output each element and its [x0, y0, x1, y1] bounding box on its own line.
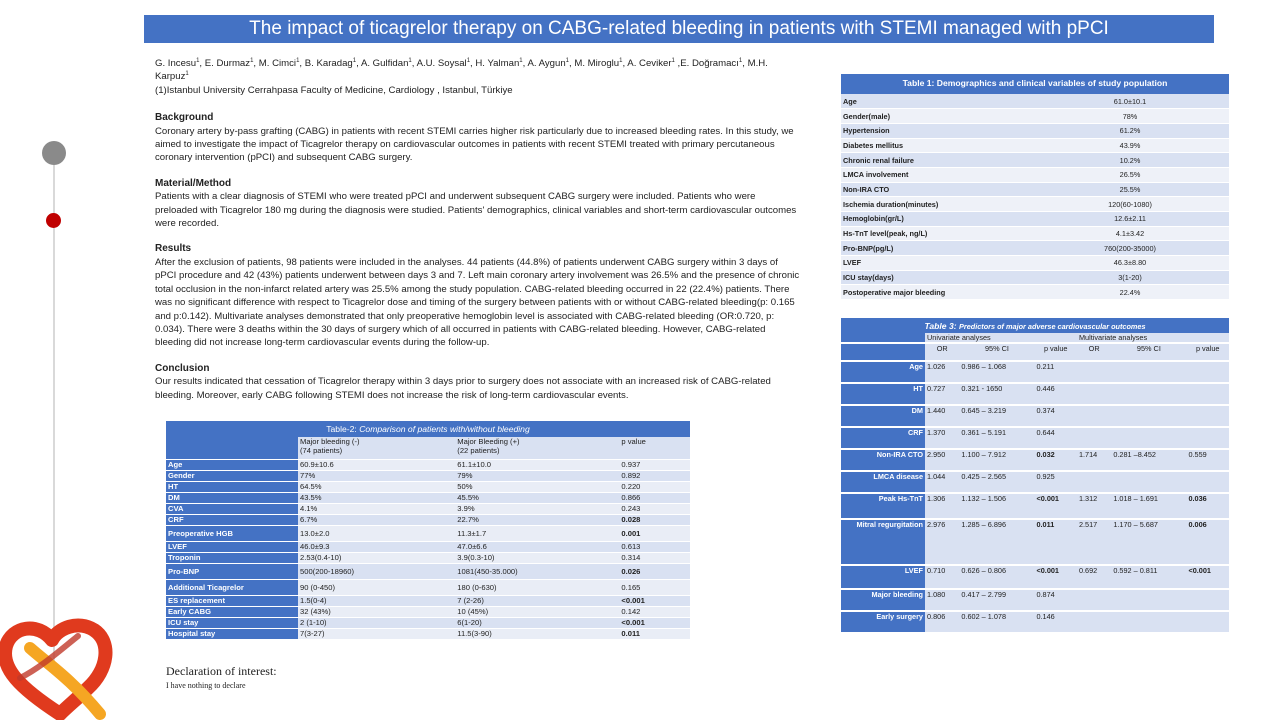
- table-3-cell-or-uni: 0.806: [925, 611, 959, 633]
- table-3-cell-ci-multi: 1.170 – 5.687: [1111, 519, 1186, 565]
- table-3-header-p-multi: p value: [1186, 343, 1229, 361]
- author-name: M. Cimci: [258, 58, 297, 69]
- table-1-row-label: Postoperative major bleeding: [841, 285, 1031, 300]
- table-3-row: [841, 589, 1229, 611]
- author-separator: ,: [569, 58, 575, 69]
- abstract-body: [155, 57, 800, 402]
- table-3-header-or-uni: OR: [925, 343, 959, 361]
- author-separator: ,: [522, 58, 528, 69]
- table-3-row: [841, 519, 1229, 565]
- table-1-row-label: ICU stay(days): [841, 270, 1031, 285]
- table-3-header-row: [841, 343, 1229, 361]
- table-3-header-ci-multi: 95% CI: [1111, 343, 1186, 361]
- heart-ribbon-logo: [0, 618, 120, 720]
- table-3-cell-ci-multi: [1111, 383, 1186, 405]
- table-2-bleeding-comparison: [166, 421, 690, 640]
- declaration-heading: Declaration of interest:: [166, 664, 277, 678]
- author-separator: ,: [742, 58, 748, 69]
- table-3-cell-or-multi: 0.692: [1077, 565, 1111, 589]
- table-2-cell-pvalue: 0.011: [619, 628, 690, 639]
- author-name: E. Durmaz: [204, 58, 251, 69]
- table-3-cell-ci-multi: 1.018 – 1.691: [1111, 493, 1186, 519]
- table-1-row-value: 4.1±3.42: [1031, 226, 1229, 241]
- author-name: A. Ceviker: [627, 58, 672, 69]
- table-1-row-value: 22.4%: [1031, 285, 1229, 300]
- table-1-row-value: 120(60-1080): [1031, 197, 1229, 212]
- table-2-cell-pvalue: 0.001: [619, 525, 690, 541]
- author-separator: ,: [356, 58, 361, 69]
- table-3-cell-ci-multi: [1111, 361, 1186, 383]
- table-3-row: [841, 449, 1229, 471]
- table-3-cell-p-uni: 0.211: [1034, 361, 1077, 383]
- author-name: A. Aygun: [527, 58, 566, 69]
- table-1-row: [841, 256, 1229, 271]
- red-circle-marker: [46, 213, 61, 228]
- table-3-cell-ci-multi: 0.592 – 0.811: [1111, 565, 1186, 589]
- author-affiliation-mark: 1: [519, 57, 523, 64]
- table-3-cell-ci-multi: [1111, 611, 1186, 633]
- table-1-row-label: Ischemia duration(minutes): [841, 197, 1031, 212]
- author-affiliation-mark: 1: [296, 57, 300, 64]
- table-2-row-label: Age: [166, 459, 298, 470]
- table-2-caption: [166, 421, 690, 437]
- table-1-row: [841, 270, 1229, 285]
- table-3-cell-ci-uni: 1.100 – 7.912: [959, 449, 1034, 471]
- table-3-cell-or-uni: 0.727: [925, 383, 959, 405]
- table-3-row-label: Mitral regurgitation: [841, 519, 925, 565]
- table-2-cell-no-bleeding: 13.0±2.0: [298, 525, 455, 541]
- table-2-row-label: LVEF: [166, 541, 298, 552]
- table-3-cell-or-uni: 1.080: [925, 589, 959, 611]
- author-separator: ,: [253, 58, 259, 69]
- table-3-row-label: Peak Hs-TnT: [841, 493, 925, 519]
- table-2-cell-pvalue: <0.001: [619, 595, 690, 606]
- table-2-cell-pvalue: 0.866: [619, 492, 690, 503]
- table-2-cell-pvalue: 0.165: [619, 579, 690, 595]
- table-3-cell-p-multi: [1186, 361, 1229, 383]
- table-3-cell-p-multi: [1186, 471, 1229, 493]
- table-3-row: [841, 471, 1229, 493]
- table-3-header-p-uni: p value: [1034, 343, 1077, 361]
- table-3-header-or-multi: OR: [1077, 343, 1111, 361]
- author-affiliation-mark: 1: [738, 57, 743, 64]
- table-3-cell-or-multi: [1077, 611, 1111, 633]
- table-2-cell-pvalue: <0.001: [619, 617, 690, 628]
- table-1-row-value: 12.6±2.11: [1031, 212, 1229, 227]
- table-2-row: [166, 514, 690, 525]
- table-2-cell-no-bleeding: 2.53(0.4-10): [298, 552, 455, 563]
- declaration: [166, 664, 277, 690]
- table-2-row-label: ES replacement: [166, 595, 298, 606]
- table-1-caption: Table 1: Demographics and clinical variables of study population: [841, 74, 1229, 94]
- table-2-row: [166, 459, 690, 470]
- table-2-row: [166, 563, 690, 579]
- author-affiliation-mark: 1: [619, 57, 623, 64]
- table-2-cell-pvalue: 0.026: [619, 563, 690, 579]
- author-affiliation-mark: 1: [250, 57, 254, 64]
- author-affiliation-mark: 1: [196, 57, 200, 64]
- table-3-cell-or-multi: [1077, 471, 1111, 493]
- table-2-cell-bleeding: 7 (2-26): [455, 595, 619, 606]
- table-3-cell-or-uni: 0.710: [925, 565, 959, 589]
- table-3-cell-ci-uni: 0.645 – 3.219: [959, 405, 1034, 427]
- table-3-cell-p-multi: [1186, 589, 1229, 611]
- table-3-cell-ci-uni: 1.132 – 1.506: [959, 493, 1034, 519]
- table-3-cell-ci-uni: 1.285 – 6.896: [959, 519, 1034, 565]
- table-3-cell-or-multi: [1077, 405, 1111, 427]
- table-2-header-blank: [166, 437, 298, 459]
- table-3-row-label: HT: [841, 383, 925, 405]
- table-3-cell-or-uni: 1.440: [925, 405, 959, 427]
- author-name: E. Doğramacı: [680, 58, 739, 69]
- table-1-row: [841, 285, 1229, 300]
- table-3-cell-ci-uni: 0.417 – 2.799: [959, 589, 1034, 611]
- table-3-row-label: DM: [841, 405, 925, 427]
- table-2-cell-no-bleeding: 60.9±10.6: [298, 459, 455, 470]
- table-3-row-label: Early surgery: [841, 611, 925, 633]
- table-1-row: [841, 226, 1229, 241]
- table-1-row-value: 61.2%: [1031, 123, 1229, 138]
- table-2-cell-bleeding: 79%: [455, 470, 619, 481]
- table-2-row-label: Hospital stay: [166, 628, 298, 639]
- table-2-row-label: CRF: [166, 514, 298, 525]
- table-2-row: [166, 606, 690, 617]
- table-3-row-label: LMCA disease: [841, 471, 925, 493]
- table-3-cell-or-uni: 2.950: [925, 449, 959, 471]
- table-3-row-label: LVEF: [841, 565, 925, 589]
- table-1-row-label: Age: [841, 94, 1031, 109]
- table-3-cell-ci-multi: [1111, 589, 1186, 611]
- table-2-row-label: Troponin: [166, 552, 298, 563]
- table-3-row-label: Major bleeding: [841, 589, 925, 611]
- table-3-cell-p-multi: [1186, 427, 1229, 449]
- table-2-cell-bleeding: 45.5%: [455, 492, 619, 503]
- table-2-cell-no-bleeding: 7(3-27): [298, 628, 455, 639]
- table-2-row-label: Early CABG: [166, 606, 298, 617]
- table-3-cell-p-uni: <0.001: [1034, 493, 1077, 519]
- author-name: A. Gulfidan: [360, 58, 409, 69]
- table-2-row: [166, 617, 690, 628]
- table-3-cell-ci-multi: [1111, 427, 1186, 449]
- table-3-cell-p-uni: 0.925: [1034, 471, 1077, 493]
- table-2-cell-pvalue: 0.220: [619, 481, 690, 492]
- table-3-row: [841, 611, 1229, 633]
- table-3-cell-ci-uni: 0.986 – 1.068: [959, 361, 1034, 383]
- table-3-header-ci-uni: 95% CI: [959, 343, 1034, 361]
- table-3-cell-p-uni: <0.001: [1034, 565, 1077, 589]
- table-3-cell-or-multi: 1.714: [1077, 449, 1111, 471]
- table-1-row-value: 760(200-35000): [1031, 241, 1229, 256]
- table-3-cell-or-uni: 2.976: [925, 519, 959, 565]
- table-2-cell-bleeding: 6(1-20): [455, 617, 619, 628]
- table-2-row: [166, 579, 690, 595]
- table-3-row: [841, 493, 1229, 519]
- table-1-row: [841, 123, 1229, 138]
- table-2-cell-pvalue: 0.937: [619, 459, 690, 470]
- author-separator: ,: [199, 58, 205, 69]
- table-2-row: [166, 628, 690, 639]
- table-3-cell-p-uni: 0.374: [1034, 405, 1077, 427]
- author-name: H. Yalman: [475, 58, 520, 69]
- table-2-cell-pvalue: 0.028: [619, 514, 690, 525]
- author-list: [155, 57, 800, 84]
- table-1-row: [841, 153, 1229, 168]
- table-2-cell-no-bleeding: 2 (1-10): [298, 617, 455, 628]
- table-3-predictors: [841, 318, 1229, 634]
- table-1-row-value: 26.5%: [1031, 167, 1229, 182]
- table-2-caption-prefix: Table-2:: [326, 424, 360, 434]
- table-3-cell-or-multi: [1077, 383, 1111, 405]
- background-text: Coronary artery by-pass grafting (CABG) in patients with recent STEMI carries higher risk particularly due to increased bleeding rates. In this study, we aimed to investigate the impact of Ticagrelor therapy on cardiovascular outcomes in patients with recent STEMI treated with primary percutaneous coronary intervention (pPCI) and subsequent CABG surgery.: [155, 125, 794, 164]
- table-2-row: [166, 541, 690, 552]
- table-3-cell-ci-multi: [1111, 405, 1186, 427]
- table-3-row: [841, 383, 1229, 405]
- table-3-cell-p-multi: 0.559: [1186, 449, 1229, 471]
- table-3-cell-or-multi: [1077, 589, 1111, 611]
- table-3-cell-p-multi: 0.006: [1186, 519, 1229, 565]
- author-name: M.H. Karpuz: [155, 58, 768, 83]
- table-2-cell-bleeding: 47.0±6.6: [455, 541, 619, 552]
- author-name: M. Miroglu: [574, 58, 620, 69]
- table-3-cell-p-multi: [1186, 383, 1229, 405]
- table-3-caption: [841, 318, 1229, 333]
- table-1-row-label: Chronic renal failure: [841, 153, 1031, 168]
- table-2-cell-no-bleeding: 500(200-18960): [298, 563, 455, 579]
- table-3-cell-p-uni: 0.146: [1034, 611, 1077, 633]
- table-2-cell-bleeding: 50%: [455, 481, 619, 492]
- table-1-row-label: LVEF: [841, 256, 1031, 271]
- table-2-row-label: HT: [166, 481, 298, 492]
- declaration-text: I have nothing to declare: [166, 681, 246, 690]
- table-2-row-label: ICU stay: [166, 617, 298, 628]
- table-3-group-row: [841, 333, 1229, 343]
- table-3-cell-or-multi: 2.517: [1077, 519, 1111, 565]
- table-3-cell-ci-multi: 0.281 –8.452: [1111, 449, 1186, 471]
- table-2-cell-pvalue: 0.314: [619, 552, 690, 563]
- table-2-caption-title: Comparison of patients with/without bleeding: [359, 424, 530, 434]
- author-name: B. Karadag: [304, 58, 353, 69]
- table-3-univariate-heading: Univariate analyses: [925, 333, 1077, 343]
- table-2-row-label: Gender: [166, 470, 298, 481]
- timeline-line: [53, 165, 55, 665]
- author-affiliation-mark: 1: [352, 57, 357, 64]
- methods-text: Patients with a clear diagnosis of STEMI who were treated pPCI and underwent subsequent CABG surgery were included. Patients who were preloaded with Ticagrelor 180 mg during the diagnosis were studied. Patients' demographics, clinical variables and short-term cardiovascular outcomes were recorded.: [155, 191, 797, 230]
- table-2-row: [166, 503, 690, 514]
- table-1-row-value: 3(1-20): [1031, 270, 1229, 285]
- table-3-cell-or-multi: [1077, 427, 1111, 449]
- author-affiliation-mark: 1: [466, 57, 471, 64]
- table-3-cell-p-uni: 0.874: [1034, 589, 1077, 611]
- table-3-caption-prefix: Table 3:: [924, 321, 959, 331]
- table-3-row: [841, 427, 1229, 449]
- table-1-row-label: Gender(male): [841, 109, 1031, 124]
- table-1-row-value: 25.5%: [1031, 182, 1229, 197]
- table-2-row: [166, 595, 690, 606]
- table-2-row: [166, 525, 690, 541]
- table-3-cell-ci-uni: 0.602 – 1.078: [959, 611, 1034, 633]
- table-1-row-label: Non-IRA CTO: [841, 182, 1031, 197]
- table-2-cell-no-bleeding: 6.7%: [298, 514, 455, 525]
- table-1-row-label: Hypertension: [841, 123, 1031, 138]
- table-3-cell-p-multi: [1186, 405, 1229, 427]
- table-3-cell-p-uni: 0.644: [1034, 427, 1077, 449]
- table-2-cell-bleeding: 11.3±1.7: [455, 525, 619, 541]
- table-1-row: [841, 197, 1229, 212]
- author-separator: ,: [674, 58, 681, 69]
- table-1-row-label: Hs-TnT level(peak, ng/L): [841, 226, 1031, 241]
- results-text: After the exclusion of patients, 98 patients were included in the analyses. 44 patients (44.8%) of patients underwent CABG surgery within 3 days of pPCI procedure and 42 (43%) patients underwent between days 3 and 7. Left main coronary artery involvement was 26.5% and the presence of chronic total occlusion in the non-infarct related artery was 25.5% among the study population. CABG-related bleeding occurred in 22 (22.4%) patients. There was no significant difference with respect to Ticagrelor dose and timing of the surgery between patients with or without CABG-related bleeding(p: 0.165 and p:0.142). Multivariate analyses demonstrated that only preoperative hemoglobin level is associated with CABG-related bleeding (OR:0.720, p: 0.034). There were 3 deaths within the 30 days of surgery which of all occurred in patients with CABG-related bleeding. However, CABG-related bleeding did not increase long-term cardiovascular events during the follow-up.: [155, 256, 800, 349]
- table-3-row: [841, 361, 1229, 383]
- table-1-row: [841, 182, 1229, 197]
- table-2-cell-bleeding: 10 (45%): [455, 606, 619, 617]
- author-affiliation-mark: 1: [185, 71, 189, 78]
- table-1-row-value: 10.2%: [1031, 153, 1229, 168]
- table-1-row: [841, 241, 1229, 256]
- affiliation: (1)Istanbul University Cerrahpasa Faculty of Medicine, Cardiology , Istanbul, Türkiye: [155, 84, 513, 96]
- table-2-cell-no-bleeding: 77%: [298, 470, 455, 481]
- table-2-cell-bleeding: 22.7%: [455, 514, 619, 525]
- table-1-row-label: LMCA involvement: [841, 167, 1031, 182]
- table-3-cell-or-uni: 1.370: [925, 427, 959, 449]
- table-2-cell-bleeding: 180 (0-630): [455, 579, 619, 595]
- table-2-col-bleeding: Major Bleeding (+) (22 patients): [455, 437, 619, 459]
- table-3-cell-or-uni: 1.026: [925, 361, 959, 383]
- table-2-cell-no-bleeding: 64.5%: [298, 481, 455, 492]
- table-3-multivariate-heading: Multivariate analyses: [1077, 333, 1229, 343]
- table-2-row-label: Preoperative HGB: [166, 525, 298, 541]
- table-2-row: [166, 492, 690, 503]
- table-3-header-blank: [841, 343, 925, 361]
- table-2-cell-bleeding: 11.5(3-90): [455, 628, 619, 639]
- table-2-cell-bleeding: 3.9%: [455, 503, 619, 514]
- table-2-cell-bleeding: 61.1±10.0: [455, 459, 619, 470]
- table-3-cell-p-uni: 0.446: [1034, 383, 1077, 405]
- author-separator: ,: [411, 58, 417, 69]
- author-name: G. Incesu: [155, 58, 197, 69]
- table-2-cell-pvalue: 0.243: [619, 503, 690, 514]
- author-separator: ,: [299, 58, 305, 69]
- conclusion-text: Our results indicated that cessation of Ticagrelor therapy within 3 days prior to surgery does not associate with an increased risk of CABG-related bleeding. Moreover, early CABG following STEMI does not increase the risk of long-term cardiovascular events.: [155, 376, 771, 401]
- table-1-row-label: Hemoglobin(gr/L): [841, 212, 1031, 227]
- table-2-row-label: Additional Ticagrelor: [166, 579, 298, 595]
- table-1-row: [841, 167, 1229, 182]
- table-2-row-label: CVA: [166, 503, 298, 514]
- poster-title: The impact of ticagrelor therapy on CABG-related bleeding in patients with STEMI managed with pPCI: [144, 15, 1214, 43]
- table-3-row-label: Non-IRA CTO: [841, 449, 925, 471]
- table-3-row-label: CRF: [841, 427, 925, 449]
- table-2-header-row: [166, 437, 690, 459]
- table-3-caption-title: Predictors of major adverse cardiovascular outcomes: [958, 322, 1146, 331]
- table-2-row: [166, 481, 690, 492]
- table-1-row: [841, 138, 1229, 153]
- table-1-row-label: Pro-BNP(pg/L): [841, 241, 1031, 256]
- table-1-row: [841, 109, 1229, 124]
- table-3-cell-or-uni: 1.306: [925, 493, 959, 519]
- table-3-cell-p-uni: 0.011: [1034, 519, 1077, 565]
- table-1-row: [841, 212, 1229, 227]
- table-2-cell-no-bleeding: 4.1%: [298, 503, 455, 514]
- methods-heading: Material/Method: [155, 177, 232, 189]
- table-2-row: [166, 552, 690, 563]
- table-3-cell-or-multi: [1077, 361, 1111, 383]
- table-3-cell-p-multi: [1186, 611, 1229, 633]
- table-1-row-value: 43.9%: [1031, 138, 1229, 153]
- table-1-row-value: 46.3±8.80: [1031, 256, 1229, 271]
- table-2-cell-no-bleeding: 1.5(0-4): [298, 595, 455, 606]
- conclusion-heading: Conclusion: [155, 362, 210, 374]
- table-3-row: [841, 565, 1229, 589]
- table-2-col-no-bleeding: Major bleeding (-) (74 patients): [298, 437, 455, 459]
- table-2-col-pvalue: p value: [619, 437, 690, 459]
- table-3-cell-ci-uni: 0.361 – 5.191: [959, 427, 1034, 449]
- table-3-group-blank: [841, 333, 925, 343]
- table-1-demographics: [841, 74, 1229, 300]
- author-separator: ,: [470, 58, 476, 69]
- table-1-row: [841, 94, 1229, 109]
- table-2-row-label: DM: [166, 492, 298, 503]
- table-3-cell-p-multi: 0.036: [1186, 493, 1229, 519]
- background-heading: Background: [155, 112, 214, 124]
- table-3-cell-p-uni: 0.032: [1034, 449, 1077, 471]
- author-affiliation-mark: 1: [565, 57, 570, 64]
- table-1-row-value: 78%: [1031, 109, 1229, 124]
- table-2-row: [166, 470, 690, 481]
- table-2-cell-no-bleeding: 43.5%: [298, 492, 455, 503]
- table-3-cell-ci-uni: 0.321 - 1650: [959, 383, 1034, 405]
- table-2-cell-pvalue: 0.613: [619, 541, 690, 552]
- author-separator: ,: [622, 58, 628, 69]
- gray-circle-marker: [42, 141, 66, 165]
- table-3-cell-p-multi: <0.001: [1186, 565, 1229, 589]
- table-3-cell-or-uni: 1.044: [925, 471, 959, 493]
- table-3-cell-ci-multi: [1111, 471, 1186, 493]
- table-1-row-value: 61.0±10.1: [1031, 94, 1229, 109]
- author-affiliation-mark: 1: [671, 57, 675, 64]
- table-2-cell-pvalue: 0.892: [619, 470, 690, 481]
- table-2-cell-no-bleeding: 32 (43%): [298, 606, 455, 617]
- table-2-cell-no-bleeding: 46.0±9.3: [298, 541, 455, 552]
- table-3-cell-ci-uni: 0.626 – 0.806: [959, 565, 1034, 589]
- table-1-row-label: Diabetes mellitus: [841, 138, 1031, 153]
- table-2-cell-bleeding: 3.9(0.3-10): [455, 552, 619, 563]
- table-3-row-label: Age: [841, 361, 925, 383]
- author-name: A.U. Soysal: [416, 58, 467, 69]
- table-2-cell-bleeding: 1081(450-35.000): [455, 563, 619, 579]
- table-3-cell-ci-uni: 0.425 – 2.565: [959, 471, 1034, 493]
- author-affiliation-mark: 1: [408, 57, 412, 64]
- table-2-row-label: Pro-BNP: [166, 563, 298, 579]
- table-3-cell-or-multi: 1.312: [1077, 493, 1111, 519]
- table-2-cell-no-bleeding: 90 (0-450): [298, 579, 455, 595]
- table-2-cell-pvalue: 0.142: [619, 606, 690, 617]
- table-3-row: [841, 405, 1229, 427]
- results-heading: Results: [155, 243, 192, 255]
